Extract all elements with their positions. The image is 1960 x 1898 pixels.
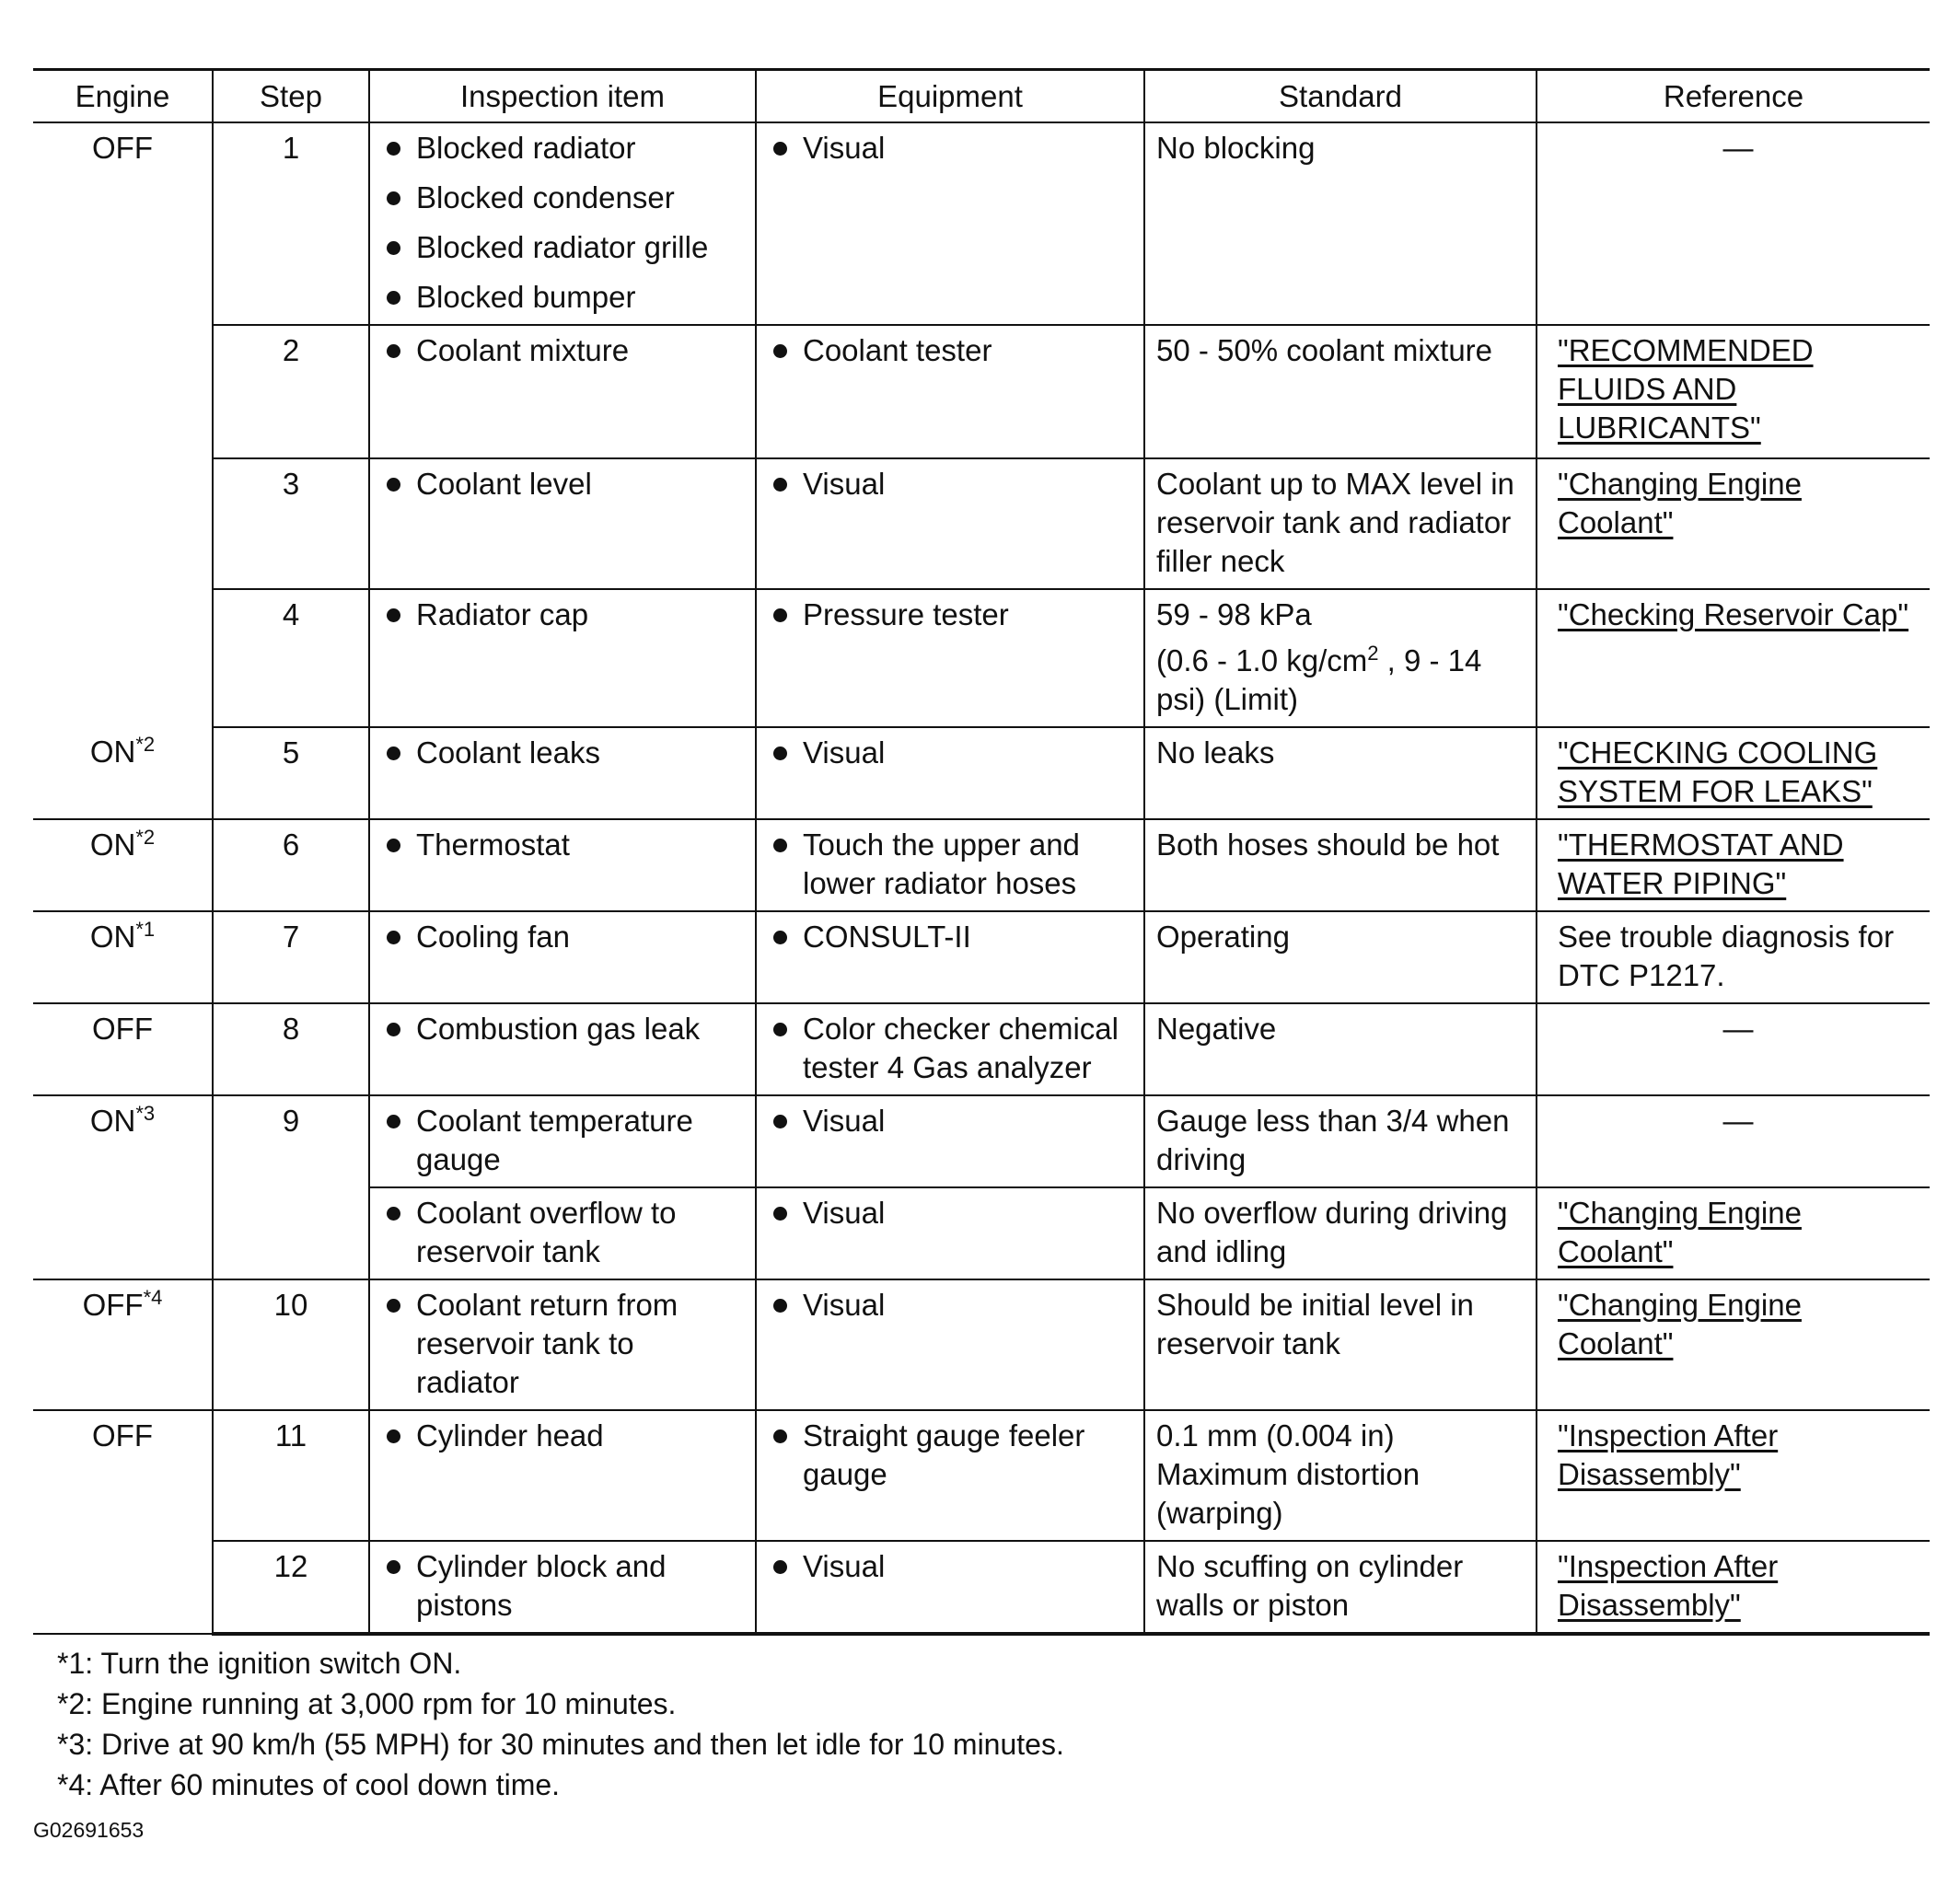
engine-cell: OFF [92, 131, 153, 165]
equipment-cell [756, 819, 1144, 911]
inspection-item-cell [369, 1003, 756, 1095]
list-item: Cooling fan [381, 918, 744, 956]
standard-cell: Should be initial level in reservoir tank [1144, 1279, 1537, 1410]
step-cell: 10 [213, 1279, 369, 1410]
table-row [33, 911, 1930, 1003]
list-item: Touch the upper and lower radiator hoses [768, 826, 1132, 903]
equipment-cell [756, 325, 1144, 458]
list-item: Blocked condenser [381, 179, 744, 217]
table-row [33, 589, 1930, 727]
footnote: *2: Engine running at 3,000 rpm for 10 minutes. [57, 1687, 677, 1720]
reference-link[interactable]: "Changing Engine Coolant" [1558, 467, 1802, 539]
reference-cell: See trouble diagnosis for DTC P1217. [1537, 911, 1930, 1003]
table-row [33, 819, 1930, 911]
reference-link[interactable]: "RECOMMENDED FLUIDS AND LUBRICANTS" [1558, 333, 1814, 445]
list-item: Visual [768, 1102, 1132, 1140]
list-item: Coolant return from reservoir tank to radiator [381, 1286, 744, 1402]
standard-pressure: 59 - 98 kPa [1156, 597, 1312, 631]
reference-link[interactable]: "Changing Engine Coolant" [1558, 1196, 1802, 1268]
list-item: Cylinder block and pistons [381, 1547, 744, 1625]
list-item: Coolant mixture [381, 331, 744, 370]
inspection-item-cell [369, 727, 756, 819]
step-cell: 11 [213, 1410, 369, 1541]
list-item: Coolant overflow to reservoir tank [381, 1194, 744, 1271]
header-engine: Engine [33, 70, 213, 123]
list-item: Visual [768, 1286, 1132, 1325]
equipment-cell [756, 1095, 1144, 1187]
header-equipment: Equipment [756, 70, 1144, 123]
step-cell: 5 [213, 727, 369, 819]
list-item: Coolant tester [768, 331, 1132, 370]
standard-cell: Both hoses should be hot [1144, 819, 1537, 911]
reference-link[interactable]: "CHECKING COOLING SYSTEM FOR LEAKS" [1558, 735, 1878, 808]
list-item: Pressure tester [768, 596, 1132, 634]
standard-cell: Operating [1144, 911, 1537, 1003]
footnote: *3: Drive at 90 km/h (55 MPH) for 30 minutes and then let idle for 10 minutes. [57, 1728, 1064, 1761]
reference-cell [1537, 1541, 1930, 1634]
engine-cell: OFF [33, 1003, 213, 1095]
standard-pressure-alt: (0.6 - 1.0 $kg/cm^2$ , 9 - 14 psi) (Limit) [1156, 642, 1482, 716]
equipment-cell [756, 122, 1144, 325]
figure-id: G02691653 [33, 1818, 145, 1842]
equipment-cell [756, 727, 1144, 819]
reference-link[interactable]: "Inspection After Disassembly" [1558, 1418, 1779, 1491]
table-row [33, 325, 1930, 458]
list-item: Cylinder head [381, 1417, 744, 1455]
standard-cell: No blocking [1144, 122, 1537, 325]
reference-link[interactable]: "Checking Reservoir Cap" [1558, 597, 1909, 631]
reference-cell [1537, 589, 1930, 727]
step-cell: 12 [213, 1541, 369, 1634]
no-reference-dash: — [1722, 1104, 1754, 1138]
list-item: Visual [768, 734, 1132, 772]
table-row [33, 1003, 1930, 1095]
standard-cell: Negative [1144, 1003, 1537, 1095]
list-item: Coolant temperature gauge [381, 1102, 744, 1179]
table-row [33, 1410, 1930, 1541]
no-reference-dash: — [1722, 1012, 1754, 1046]
reference-cell [1537, 458, 1930, 589]
inspection-item-cell [369, 911, 756, 1003]
step-cell: 4 [213, 589, 369, 727]
step-cell: 9 [213, 1095, 369, 1279]
table-row [33, 1279, 1930, 1410]
header-step: Step [213, 70, 369, 123]
equipment-cell [756, 589, 1144, 727]
standard-cell: No scuffing on cylinder walls or piston [1144, 1541, 1537, 1634]
step-cell: 8 [213, 1003, 369, 1095]
engine-cell: ON$^{*2}$ [33, 727, 213, 819]
reference-cell [1537, 727, 1930, 819]
standard-cell: No overflow during driving and idling [1144, 1187, 1537, 1279]
reference-cell [1537, 1187, 1930, 1279]
list-item: Straight gauge feeler gauge [768, 1417, 1132, 1494]
inspection-item-cell [369, 458, 756, 589]
inspection-item-cell [369, 325, 756, 458]
inspection-item-cell [369, 1541, 756, 1634]
inspection-item-cell [369, 122, 756, 325]
header-inspection-item: Inspection item [369, 70, 756, 123]
step-cell: 2 [213, 325, 369, 458]
step-cell: 6 [213, 819, 369, 911]
inspection-item-cell [369, 1095, 756, 1187]
no-reference-dash: — [1722, 131, 1754, 165]
inspection-item-cell [369, 1410, 756, 1541]
list-item: Coolant level [381, 465, 744, 503]
step-cell: 3 [213, 458, 369, 589]
list-item: Blocked bumper [381, 278, 744, 317]
engine-cell: OFF$^{*4}$ [33, 1279, 213, 1410]
inspection-item-cell [369, 819, 756, 911]
inspection-item-cell [369, 589, 756, 727]
list-item: Blocked radiator grille [381, 228, 744, 267]
reference-cell [1537, 325, 1930, 458]
equipment-cell [756, 1279, 1144, 1410]
table-row [33, 458, 1930, 589]
inspection-sheet [33, 68, 1930, 1805]
equipment-cell [756, 1003, 1144, 1095]
reference-link[interactable]: "THERMOSTAT AND WATER PIPING" [1558, 827, 1844, 900]
footnote: *4: After 60 minutes of cool down time. [57, 1768, 561, 1801]
standard-cell: Gauge less than 3/4 when driving [1144, 1095, 1537, 1187]
equipment-cell [756, 458, 1144, 589]
engine-cell: ON$^{*3}$ [33, 1095, 213, 1279]
reference-cell [1537, 1095, 1930, 1187]
step-cell: 1 [213, 122, 369, 325]
equipment-cell [756, 1410, 1144, 1541]
engine-cell: ON$^{*1}$ [33, 911, 213, 1003]
footnote: *1: Turn the ignition switch ON. [57, 1647, 462, 1680]
list-item: Blocked radiator [381, 129, 744, 168]
list-item: Visual [768, 129, 1132, 168]
standard-cell [1144, 589, 1537, 727]
table-row [33, 122, 1930, 325]
list-item: Visual [768, 1194, 1132, 1233]
engine-cell: ON$^{*2}$ [33, 819, 213, 911]
inspection-item-cell [369, 1279, 756, 1410]
header-reference: Reference [1537, 70, 1930, 123]
inspection-item-cell [369, 1187, 756, 1279]
reference-cell [1537, 122, 1930, 325]
table-row [33, 1541, 1930, 1634]
table-row [33, 727, 1930, 819]
equipment-cell [756, 1187, 1144, 1279]
list-item: CONSULT-II [768, 918, 1132, 956]
footnotes [57, 1643, 1930, 1805]
list-item: Coolant leaks [381, 734, 744, 772]
inspection-table [33, 68, 1930, 1636]
reference-link[interactable]: "Changing Engine Coolant" [1558, 1288, 1802, 1360]
equipment-cell [756, 1541, 1144, 1634]
reference-cell [1537, 1279, 1930, 1410]
standard-cell: 0.1 mm (0.004 in) Maximum distortion (warping) [1144, 1410, 1537, 1541]
step-cell: 7 [213, 911, 369, 1003]
table-row [33, 1095, 1930, 1187]
reference-cell [1537, 819, 1930, 911]
standard-cell: Coolant up to MAX level in reservoir tank and radiator filler neck [1144, 458, 1537, 589]
table-header-row [33, 70, 1930, 123]
list-item: Radiator cap [381, 596, 744, 634]
standard-cell: No leaks [1144, 727, 1537, 819]
reference-cell [1537, 1003, 1930, 1095]
header-standard: Standard [1144, 70, 1537, 123]
list-item: Visual [768, 465, 1132, 503]
engine-cell: OFF [33, 1410, 213, 1634]
reference-link[interactable]: "Inspection After Disassembly" [1558, 1549, 1779, 1622]
list-item: Thermostat [381, 826, 744, 864]
equipment-cell [756, 911, 1144, 1003]
reference-cell [1537, 1410, 1930, 1541]
list-item: Visual [768, 1547, 1132, 1586]
standard-cell: 50 - 50% coolant mixture [1144, 325, 1537, 458]
list-item: Combustion gas leak [381, 1010, 744, 1048]
list-item: Color checker chemical tester 4 Gas analyzer [768, 1010, 1132, 1087]
